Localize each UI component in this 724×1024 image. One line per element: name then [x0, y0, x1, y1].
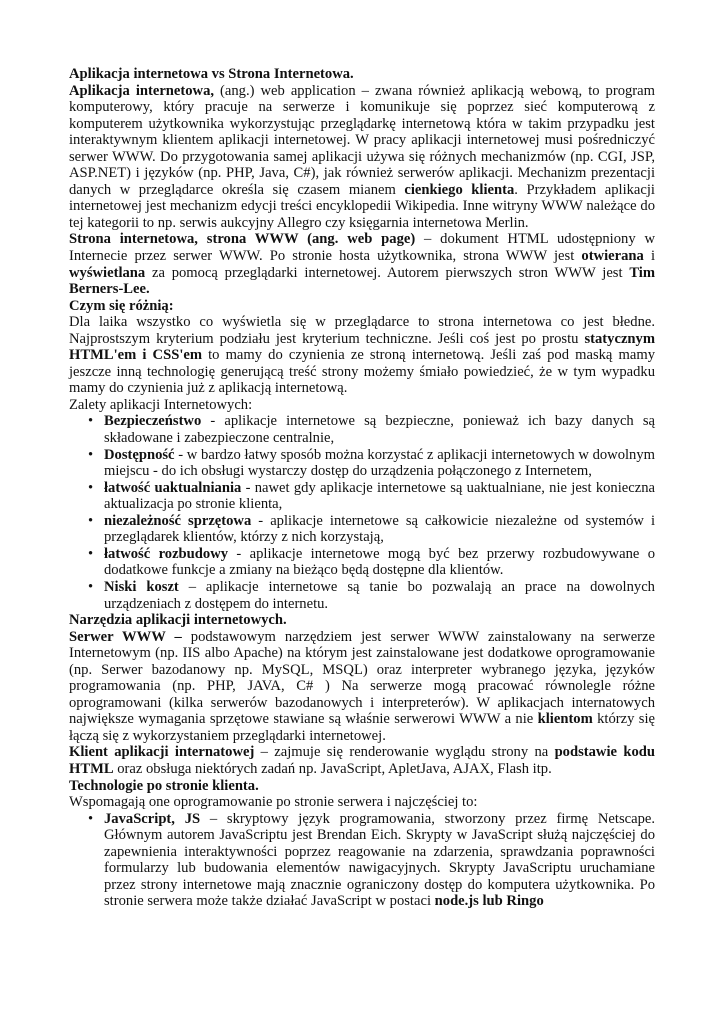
list-item: • łatwość uaktualniania - nawet gdy aplikacje internetowe są uaktualniane, nie jest konieczna aktualizacja po stronie klienta, — [88, 479, 655, 513]
bullet-icon: • — [88, 512, 94, 529]
technologie-heading: Technologie po stronie klienta. — [69, 777, 259, 794]
list-item: • Bezpieczeństwo - aplikacje internetowe są bezpieczne, ponieważ ich bazy danych są składowane i zabezpieczone centralnie, — [88, 413, 655, 447]
list-item: • łatwość rozbudowy - aplikacje internetowe mogą być bez przerwy rozbudowywane o dodatkowe funkcje a zmiany na bieżąco będą dostępne dla klientów. — [88, 545, 656, 579]
bullet-icon: • — [88, 479, 94, 496]
technologie-intro: Wspomagają one oprogramowanie po stronie serwera i najczęściej to: — [69, 794, 478, 811]
narzedzia-heading: Narzędzia aplikacji internetowych. — [69, 612, 287, 629]
intro-term: Aplikacja internetowa, — [69, 82, 215, 99]
bullet-icon: • — [88, 810, 94, 827]
klient-paragraph: Klient aplikacji internatowej – zajmuje się renderowanie wyglądu strony na podstawie kodu HTML oraz obsługa niektórych zadań np. JavaScript, ApletJava, AJAX, Flash itp. — [69, 744, 655, 777]
list-item: • Niski koszt – aplikacje internetowe są tanie bo pozwalają an prace na dowolnych urządzeniach z dostępem do internetu. — [88, 578, 655, 612]
bullet-icon: • — [88, 545, 94, 562]
document-title: Aplikacja internetowa vs Strona Internetowa. — [69, 66, 354, 82]
serwer-paragraph: Serwer WWW – podstawowym narzędziem jest serwer WWW zainstalowany na serwerze Internetowym (np. IIS albo Apache) na którym jest zainstalowane jest dodatkowe oprogramowanie (np. Serwer bazodanowy np. MySQL, MSQL) oraz interpreter wybranego języka, języków programowania (np. PHP, JAVA, C# ) Na serwerze mogą pracować równolegle różne oprogramowani (kilka serwerów bazodanowych i interpreterów). W aplikacjach internatowych największe wymagania sprzętowe stawiane są właśnie serwerowi WWW a nie klientom którzy się łączą się z wykorzystaniem przeglądarki internetowej. — [69, 628, 655, 744]
bullet-icon: • — [88, 578, 94, 595]
strona-term: Strona internetowa, strona WWW (ang. web page) — [69, 231, 416, 248]
list-item: • niezależność sprzętowa - aplikacje internetowe są całkowicie niezależne od systemów i przeglądarek klientów, którzy z nich korzystają, — [88, 512, 655, 546]
roznica-heading: Czym się różnią: — [69, 297, 174, 314]
technologie-list — [69, 811, 655, 910]
intro-paragraph: Aplikacja internetowa, (ang.) web application – zwana również aplikacją webową, to program komputerowy, który pracuje na serwerze i komunikuje się poprzez sieć komputerową z komputerem użytkownika wykorzystując przeglądarkę internetową która w takim przypadku jest interaktywnym klientem aplikacji internetowej. W pracy aplikacji internetowej musi pośredniczyć serwer WWW. Do przygotowania samej aplikacji używa się różnych mechanizmów (np. CGI, JSP, ASP.NET) i języków (np. PHP, Java, C#), jak również serwerów aplikacji. Mechanizm prezentacji danych w przeglądarce określa się czasem mianem cienkiego klienta. Przykładem aplikacji internetowej jest mechanizm edycji treści encyklopedii Wikipedia. Inne witryny WWW należące do tej kategorii to np. serwis aukcyjny Allegro czy księgarnia internetowa Merlin. — [69, 82, 655, 231]
bullet-icon: • — [88, 446, 94, 463]
list-item: • Dostępność - w bardzo łatwy sposób można korzystać z aplikacji internetowych w dowolnym miejscu - do ich obsługi wystarczy dostęp do urządzenia połączonego z Internetem, — [88, 446, 655, 480]
roznica-paragraph: Dla laika wszystko co wyświetla się w przeglądarce to strona internetowa co jest błedne. Najprostszym kryterium podziału jest kryterium techniczne. Jeśli coś jest po prostu statycznym HTML'em i CSS'em to mamy do czynienia ze stroną internetową. Jeśli zaś pod maską mamy jeszcze inną technologię generującą treść strony możemy śmiało powiedzieć, że w tym wypadku mamy do czynienia już z aplikacją internetową. — [69, 314, 655, 397]
bullet-icon: • — [88, 413, 94, 430]
zalety-list — [69, 413, 655, 612]
document-page — [69, 66, 655, 910]
strona-paragraph: Strona internetowa, strona WWW (ang. web page) – dokument HTML udostępniony w Internecie przez serwer WWW. Po stronie hosta użytkownika, strona WWW jest otwierana i wyświetlana za pomocą przeglądarki internetowej. Autorem pierwszych stron WWW jest Tim Berners-Lee. — [69, 231, 656, 298]
zalety-intro: Zalety aplikacji Internetowych: — [69, 396, 253, 413]
list-item: • JavaScript, JS – skryptowy język programowania, stworzony przez firmę Netscape. Głównym autorem JavaScriptu jest Brendan Eich. Skrypty w JavaScript służą najczęściej do zapewnienia interaktywności poprzez reagowanie na zdarzenia, sprawdzania poprawności formularzy lub budowania elementów nawigacyjnych. Skrypty JavaScriptu uruchamiane przez strony internetowe mają znacznie ograniczony dostęp do komputera użytkownika. Po stronie serwera może także działać JavaScript w postaci node.js lub Ringo — [88, 810, 655, 910]
